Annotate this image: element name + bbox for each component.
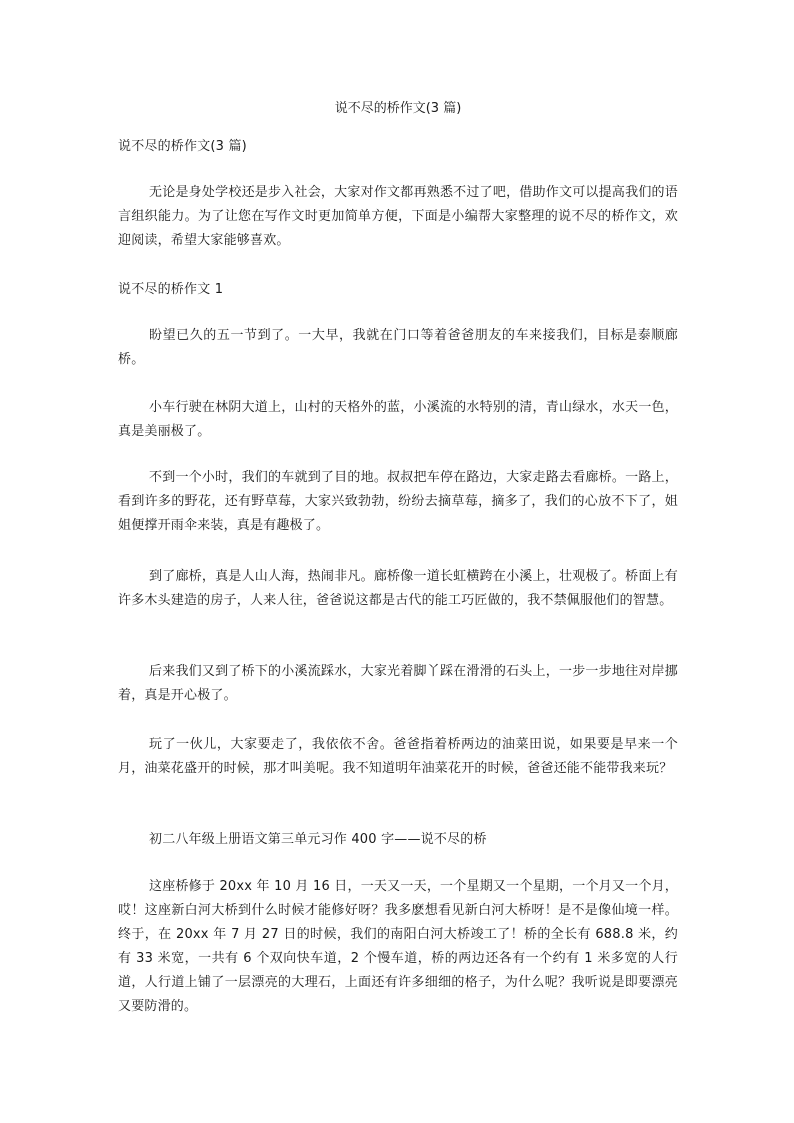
intro-paragraph: 无论是身处学校还是步入社会，大家对作文都再熟悉不过了吧，借助作文可以提高我们的语言组织能力。为了让您在写作文时更加简单方便，下面是小编帮大家整理的说不尽的桥作文，欢迎阅读，希望大家能够喜欢。 (118, 185, 678, 248)
section-2-title: 初二八年级上册语文第三单元习作 400 字——说不尽的桥 (149, 832, 487, 847)
paragraph-5: 后来我们又到了桥下的小溪流踩水，大家光着脚丫踩在滑滑的石头上，一步一步地往对岸挪着，真是开心极了。 (118, 664, 678, 703)
paragraph-2: 小车行驶在林阴大道上，山村的天格外的蓝，小溪流的水特别的清，青山绿水，水天一色，真是美丽极了。 (118, 400, 678, 439)
paragraph-6: 玩了一伙儿，大家要走了，我依依不舍。爸爸指着桥两边的油菜田说，如果要是早来一个月，油菜花盛开的时候，那才叫美呢。我不知道明年油菜花开的时候，爸爸还能不能带我来玩？ (118, 737, 678, 776)
document-title: 说不尽的桥作文(3 篇) (334, 101, 462, 116)
document-heading: 说不尽的桥作文(3 篇) (118, 139, 247, 154)
section-1-title: 说不尽的桥作文 1 (118, 282, 224, 297)
paragraph-3: 不到一个小时，我们的车就到了目的地。叔叔把车停在路边，大家走路去看廊桥。一路上，看到许多的野花，还有野草莓，大家兴致勃勃，纷纷去摘草莓，摘多了，我们的心放不下了，姐姐便撑开雨伞来装，真是有趣极了。 (118, 470, 678, 533)
paragraph-4: 到了廊桥，真是人山人海，热闹非凡。廊桥像一道长虹横跨在小溪上，壮观极了。桥面上有许多木头建造的房子，人来人往，爸爸说这都是古代的能工巧匠做的，我不禁佩服他们的智慧。 (118, 569, 678, 608)
paragraph-7: 这座桥修于 20xx 年 10 月 16 日，一天又一天，一个星期又一个星期，一个月又一个月，哎！这座新白河大桥到什么时候才能修好呀？我多麽想看见新白河大桥呀！是不是像仙境一样。终于，在 20xx 年 7 月 27 日的时候，我们的南阳白河大桥竣工了！桥的全长有 688.8 米，约有 33 米宽，一共有 6 个双向快车道，2 个慢车道，桥的两边还各有一个约有 1 米多宽的人行道，人行道上铺了一层漂亮的大理石，上面还有许多细细的格子，为什么呢？我听说是即要漂亮又要防滑的。 (118, 879, 678, 1014)
paragraph-1: 盼望已久的五一节到了。一大早，我就在门口等着爸爸朋友的车来接我们，目标是泰顺廊桥。 (118, 328, 678, 367)
